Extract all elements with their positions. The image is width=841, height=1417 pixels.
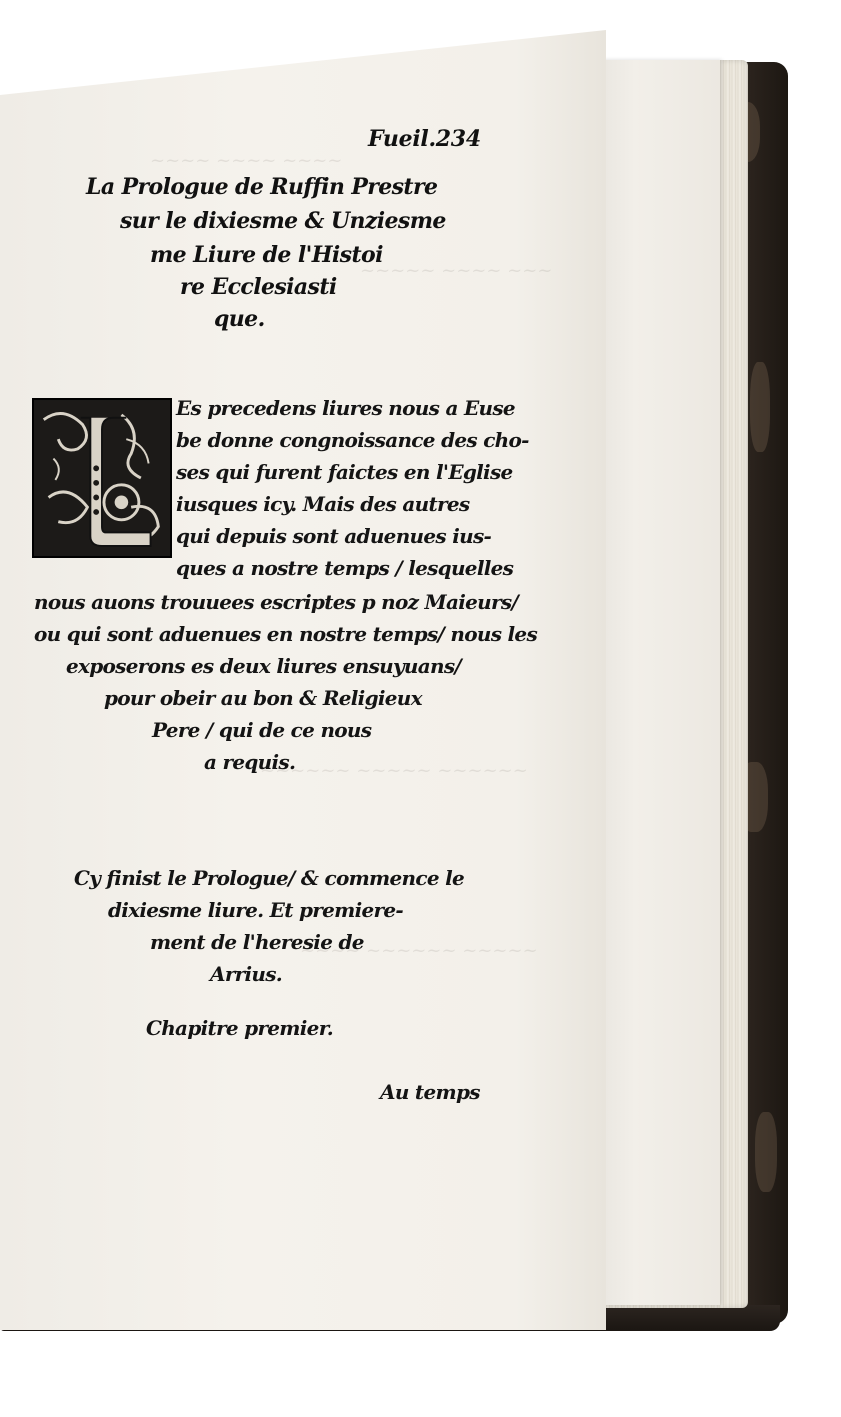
- body-line: ques a nostre temps / lesquelles: [176, 556, 514, 580]
- colophon-line: Cy finist le Prologue/ & commence le: [74, 866, 465, 890]
- heading-line: La Prologue de Ruffin Prestre: [86, 174, 438, 200]
- body-line: Pere / qui de ce nous: [152, 718, 372, 742]
- show-through: ~~~~~~ ~~~~~ ~~~~~~: [260, 760, 528, 781]
- show-through: ~~~~ ~~~~~~ ~~~~~: [300, 940, 538, 961]
- show-through: ~~~~ ~~~~ ~~~~: [150, 150, 343, 171]
- body-line: ses qui furent faictes en l'Eglise: [176, 460, 513, 484]
- chapter-heading: Chapitre premier.: [146, 1016, 333, 1040]
- colophon-line: ment de l'heresie de: [150, 930, 364, 954]
- initial-ornament-icon: [34, 400, 170, 556]
- heading-line: que.: [214, 306, 265, 332]
- body-line: be donne congnoissance des cho-: [176, 428, 529, 452]
- show-through: ~~~~~ ~~~~ ~~~: [360, 260, 553, 281]
- body-line: qui depuis sont aduenues ius-: [176, 524, 492, 548]
- heading-line: re Ecclesiasti: [180, 274, 337, 300]
- body-line: ou qui sont aduenues en nostre temps/ nous les: [34, 622, 538, 646]
- body-line: Es precedens liures nous a Euse: [176, 396, 515, 420]
- running-head: Fueil.234: [368, 126, 481, 152]
- heading-line: me Liure de l'Histoi: [150, 242, 383, 268]
- body-line: exposerons es deux liures ensuyuans/: [66, 654, 461, 678]
- heading-line: sur le dixiesme & Unziesme: [120, 208, 446, 234]
- body-line: nous auons trouuees escriptes p noz Maieurs/: [34, 590, 518, 614]
- decorated-initial: [32, 398, 172, 558]
- right-page: [598, 60, 720, 1305]
- body-line: iusques icy. Mais des autres: [176, 492, 470, 516]
- catchword: Au temps: [380, 1080, 480, 1104]
- body-line: pour obeir au bon & Religieux: [104, 686, 422, 710]
- colophon-line: dixiesme liure. Et premiere-: [108, 898, 403, 922]
- colophon-line: Arrius.: [210, 962, 283, 986]
- body-line: a requis.: [204, 750, 296, 774]
